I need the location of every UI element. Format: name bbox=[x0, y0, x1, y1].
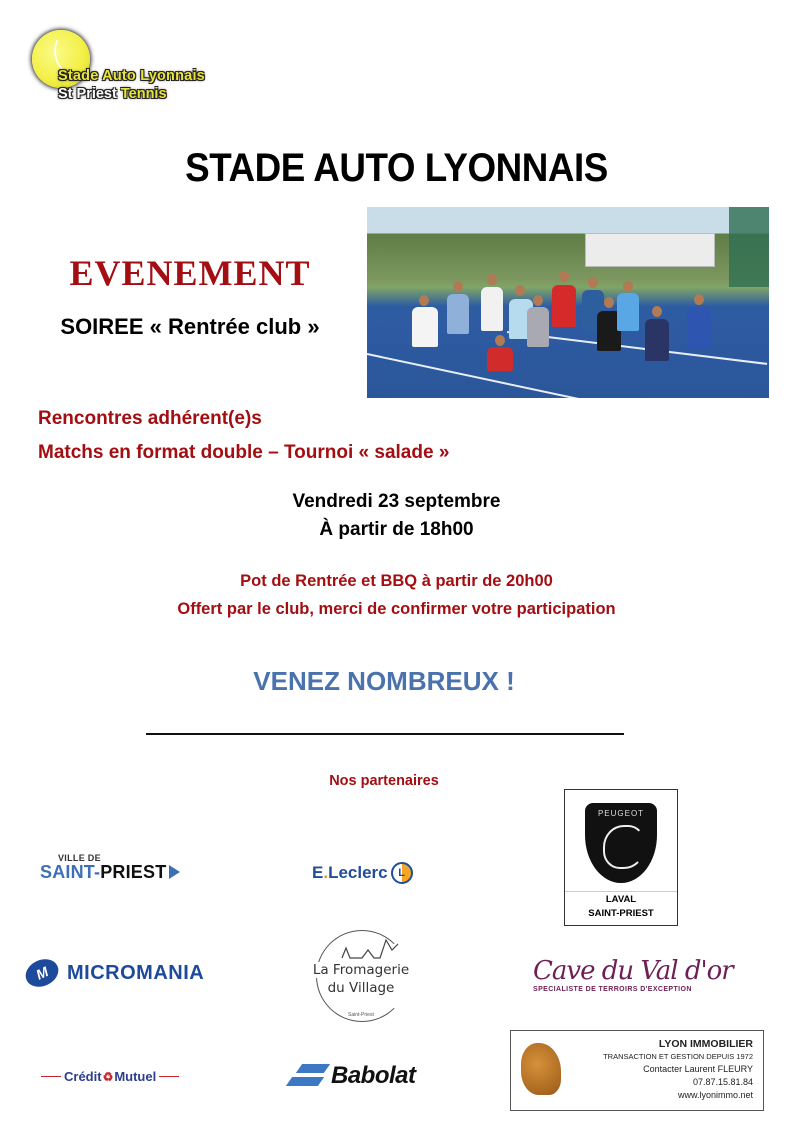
fromagerie-line2: du Village bbox=[327, 980, 395, 996]
club-logo bbox=[28, 28, 268, 108]
babolat-stripes-icon bbox=[285, 1064, 327, 1088]
player bbox=[552, 285, 576, 327]
leclerc-dot: . bbox=[323, 863, 329, 882]
partner-logo-micromania bbox=[25, 960, 204, 986]
partner-logo-babolat bbox=[285, 1062, 416, 1090]
event-date: Vendredi 23 septembre bbox=[292, 491, 501, 512]
credit-mutuel-symbol-icon: ♻ bbox=[102, 1069, 114, 1084]
player bbox=[617, 293, 639, 331]
partner-logo-credit-mutuel bbox=[38, 1069, 182, 1084]
credit-part2: Mutuel bbox=[114, 1069, 157, 1084]
player-head bbox=[453, 281, 463, 292]
village-skyline-icon bbox=[340, 938, 400, 960]
player-head bbox=[495, 335, 505, 346]
photo-fence bbox=[729, 207, 769, 287]
club-logo-line1: Stade Auto Lyonnais bbox=[58, 68, 205, 84]
club-logo-line2 bbox=[58, 86, 167, 102]
peugeot-brand: PEUGEOT bbox=[597, 809, 645, 818]
lyon-immo-contact: Contacter Laurent FLEURY bbox=[643, 1064, 753, 1074]
saint-priest-name bbox=[40, 863, 180, 881]
player-head bbox=[559, 271, 569, 282]
saint-priest-part1: SAINT- bbox=[40, 862, 101, 882]
partner-logo-fromagerie bbox=[302, 928, 420, 1020]
page-title: STADE AUTO LYONNAIS bbox=[185, 146, 608, 190]
player-head bbox=[604, 297, 614, 308]
player bbox=[487, 347, 513, 371]
decor-line bbox=[41, 1076, 61, 1078]
peugeot-shield-icon bbox=[585, 803, 657, 883]
lyon-immo-tagline: TRANSACTION ET GESTION DEPUIS 1972 bbox=[603, 1052, 753, 1061]
player-head bbox=[588, 277, 598, 288]
leclerc-mark: L bbox=[398, 867, 405, 879]
player bbox=[481, 287, 503, 331]
partner-logo-leclerc bbox=[312, 862, 413, 884]
lyon-immo-website: www.lyonimmo.net bbox=[677, 1090, 753, 1100]
player bbox=[412, 307, 438, 347]
lyon-immo-phone: 07.87.15.81.84 bbox=[692, 1077, 753, 1087]
event-subtitle: SOIREE « Rentrée club » bbox=[60, 314, 320, 339]
decor-line bbox=[159, 1076, 179, 1078]
player-head bbox=[487, 274, 497, 285]
partners-title: Nos partenaires bbox=[329, 773, 439, 789]
leclerc-prefix: E bbox=[312, 863, 324, 882]
peugeot-caption2: SAINT-PRIEST bbox=[588, 908, 654, 919]
lion-icon bbox=[521, 1043, 561, 1095]
call-to-action: VENEZ NOMBREUX ! bbox=[253, 666, 515, 696]
micromania-m-icon bbox=[21, 954, 63, 992]
cave-name: Cave du Val d'or bbox=[533, 956, 733, 986]
lyon-immo-name: LYON IMMOBILIER bbox=[658, 1038, 753, 1050]
saint-priest-part2: PRIEST bbox=[100, 862, 167, 882]
micromania-mark: M bbox=[33, 963, 51, 983]
lion-head-icon bbox=[603, 825, 645, 869]
player bbox=[527, 307, 549, 347]
peugeot-separator bbox=[565, 891, 677, 892]
player-head bbox=[515, 285, 525, 296]
micromania-name: MICROMANIA bbox=[67, 961, 205, 984]
leclerc-circle-icon bbox=[391, 862, 413, 884]
fromagerie-line1: La Fromagerie bbox=[302, 962, 420, 978]
lyon-immo-text bbox=[603, 1037, 753, 1102]
partner-logo-cave-du-val-dor bbox=[533, 958, 733, 993]
schedule-block bbox=[0, 488, 793, 544]
activities-list bbox=[38, 402, 558, 470]
leclerc-name: Leclerc bbox=[328, 863, 388, 882]
player-head bbox=[694, 294, 704, 305]
club-logo-sport: Tennis bbox=[120, 86, 167, 102]
reception-block bbox=[0, 567, 793, 623]
player bbox=[687, 307, 711, 349]
reception-line2: Offert par le club, merci de confirmer votre participation bbox=[177, 600, 616, 618]
reception-line1: Pot de Rentrée et BBQ à partir de 20h00 bbox=[240, 572, 553, 590]
partner-logo-peugeot bbox=[564, 789, 678, 926]
club-logo-location: St Priest bbox=[58, 86, 117, 102]
partner-logo-saint-priest bbox=[40, 853, 180, 881]
photo-building bbox=[585, 233, 715, 267]
peugeot-caption1: LAVAL bbox=[605, 894, 637, 905]
partner-logo-lyon-immobilier bbox=[510, 1030, 764, 1111]
divider bbox=[146, 733, 624, 735]
group-photo bbox=[367, 207, 769, 398]
event-time: À partir de 18h00 bbox=[319, 519, 474, 540]
event-label: EVENEMENT bbox=[69, 253, 311, 293]
player-head bbox=[533, 295, 543, 306]
saint-priest-small: VILLE DE bbox=[58, 853, 101, 863]
player bbox=[645, 319, 669, 361]
activity-item: Rencontres adhérent(e)s bbox=[38, 408, 262, 429]
fromagerie-small: Saint-Priest bbox=[348, 1012, 374, 1018]
babolat-name: Babolat bbox=[331, 1062, 416, 1089]
play-arrow-icon bbox=[169, 865, 180, 879]
cave-tagline: SPECIALISTE DE TERROIRS D'EXCEPTION bbox=[533, 986, 692, 993]
player-head bbox=[419, 295, 429, 306]
player-head bbox=[623, 281, 633, 292]
activity-item: Matchs en format double – Tournoi « salade » bbox=[38, 442, 450, 463]
player bbox=[447, 294, 469, 334]
player-head bbox=[652, 306, 662, 317]
credit-part1: Crédit bbox=[64, 1069, 102, 1084]
